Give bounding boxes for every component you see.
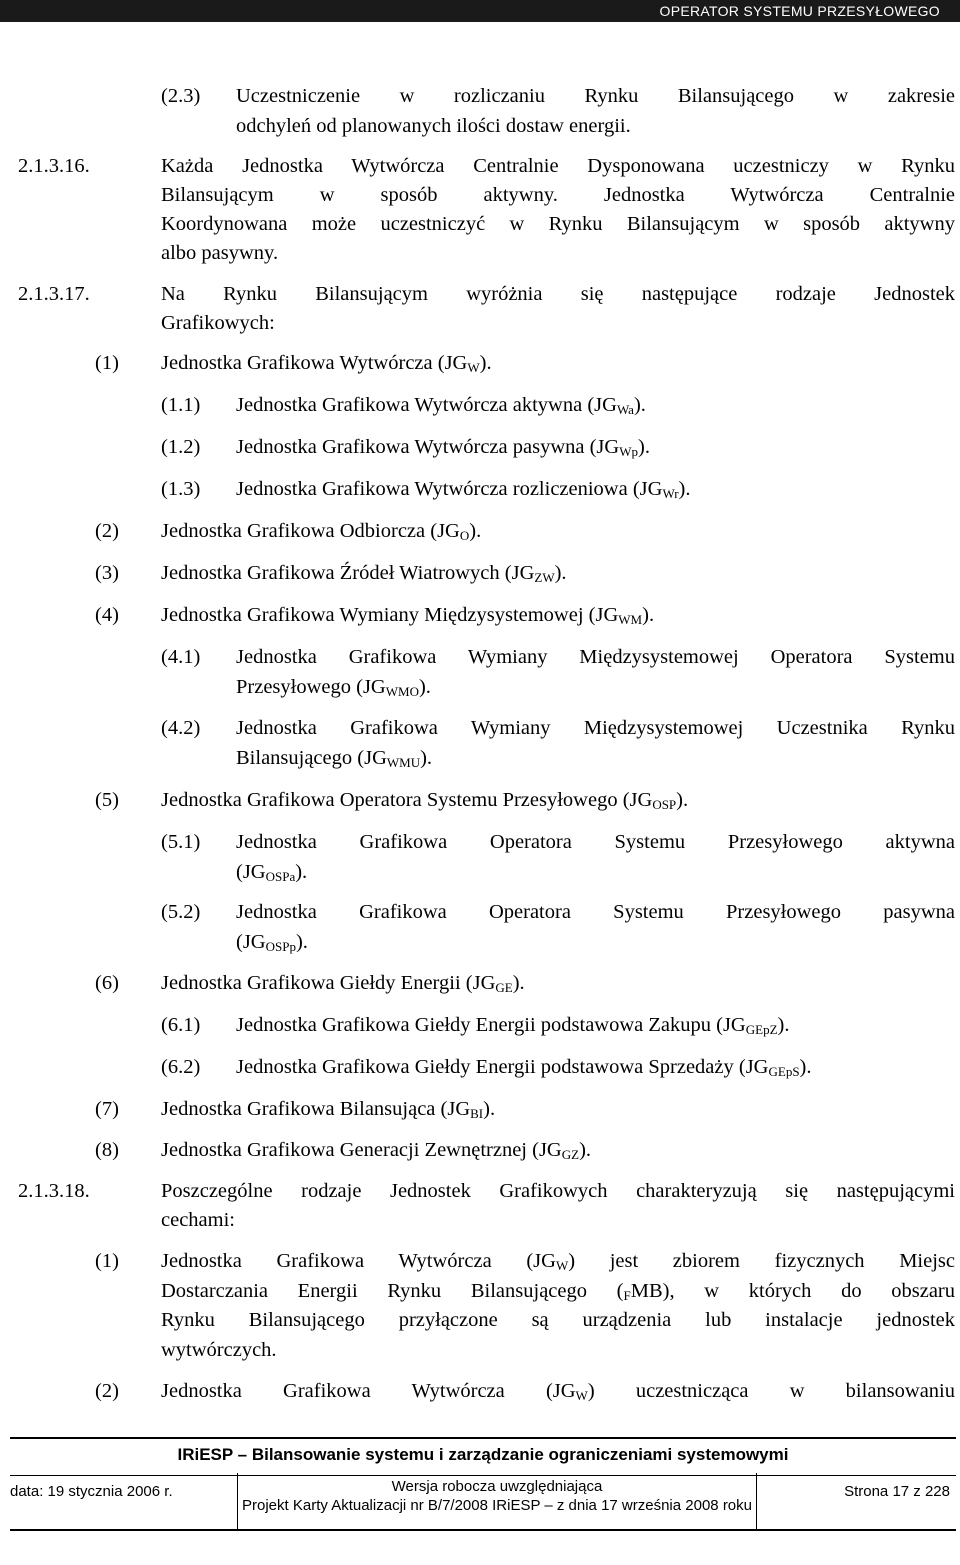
list-item-line: wytwórczych. [161, 1339, 277, 1361]
list-item: Jednostka Grafikowa Wytwórcza pasywna $(JG_{Wp})$. [236, 436, 650, 459]
list-item-line: Jednostka Grafikowa Wytwórcza $(JG_W)$ jest zbiorem fizycznych Miejsc [161, 1250, 955, 1273]
page-footer [10, 1437, 956, 1531]
list-item: Jednostka Grafikowa Odbiorcza $(JG_O)$. [161, 520, 482, 543]
list-item-line: $(JG_{OSPa})$. [236, 861, 308, 884]
paragraph-line: odchyleń od planowanych ilości dostaw energii. [236, 115, 631, 137]
header-title: OPERATOR SYSTEMU PRZESYŁOWEGO [659, 3, 940, 19]
footer-version [237, 1473, 757, 1529]
section-number: 2.1.3.16. [18, 155, 90, 177]
list-item: Jednostka Grafikowa Giełdy Energii podstawowa Sprzedaży $(JG_{GEpS})$. [236, 1056, 812, 1079]
paragraph-line: Każda Jednostka Wytwórcza Centralnie Dysponowana uczestniczy w Rynku [161, 155, 955, 177]
list-item: Jednostka Grafikowa Wytwórcza rozliczeniowa $(JG_{Wr})$. [236, 478, 691, 501]
list-item: Jednostka Grafikowa Operatora Systemu Przesyłowego $(JG_{OSP})$. [161, 789, 689, 812]
paragraph-line: Poszczególne rodzaje Jednostek Grafikowych charakteryzują się następującymi [161, 1180, 955, 1202]
footer-date: data: 19 stycznia 2006 r. [10, 1483, 173, 1500]
item-number: (2.3) [161, 85, 201, 107]
footer-version-line: Wersja robocza uwzględniająca [391, 1478, 603, 1495]
page-header-bar [0, 0, 960, 22]
list-item-line: Rynku Bilansującego przyłączone są urządzenia lub instalacje jednostek [161, 1309, 955, 1331]
footer-version-line: Projekt Karty Aktualizacji nr B/7/2008 IRiESP – z dnia 17 września 2008 roku [242, 1497, 752, 1514]
footer-title: IRiESP – Bilansowanie systemu i zarządzanie ograniczeniami systemowymi [10, 1445, 956, 1476]
list-item: Jednostka Grafikowa Giełdy Energii podstawowa Zakupu $(JG_{GEpZ})$. [236, 1014, 790, 1037]
list-item-line: Jednostka Grafikowa Operatora Systemu Przesyłowego pasywna [236, 901, 955, 923]
list-item: Jednostka Grafikowa Giełdy Energii $(JG_{GE})$. [161, 972, 525, 995]
paragraph-line: Na Rynku Bilansującym wyróżnia się następujące rodzaje Jednostek [161, 283, 955, 305]
paragraph-line: Bilansującym w sposób aktywny. Jednostka Wytwórcza Centralnie [161, 184, 955, 206]
item-number: (5) [95, 789, 119, 811]
list-item: Jednostka Grafikowa Generacji Zewnętrznej $(JG_{GZ})$. [161, 1139, 592, 1162]
item-number: (1) [95, 1250, 119, 1272]
list-item-line: Jednostka Grafikowa Wymiany Międzysystemowej Operatora Systemu [236, 646, 955, 668]
paragraph-line: Grafikowych: [161, 312, 275, 334]
list-item-line: Jednostka Grafikowa Wytwórcza $(JG_W)$ uczestnicząca w bilansowaniu [161, 1380, 955, 1403]
item-number: (6.1) [161, 1014, 201, 1036]
list-item-line: Przesyłowego $(JG_{WMO})$. [236, 676, 431, 699]
item-number: (6) [95, 972, 119, 994]
item-number: (4.2) [161, 717, 201, 739]
paragraph-line: cechami: [161, 1209, 235, 1231]
footer-page-number: Strona 17 z 228 [844, 1483, 950, 1500]
list-item: Jednostka Grafikowa Wytwórcza aktywna $(JG_{Wa})$. [236, 394, 646, 417]
paragraph-line: albo pasywny. [161, 242, 279, 264]
section-number: 2.1.3.17. [18, 283, 90, 305]
paragraph-line: Uczestniczenie w rozliczaniu Rynku Bilansującego w zakresie [236, 85, 955, 107]
item-number: (2) [95, 1380, 119, 1402]
item-number: (4) [95, 604, 119, 626]
item-number: (4.1) [161, 646, 201, 668]
list-item-line: Jednostka Grafikowa Wymiany Międzysystemowej Uczestnika Rynku [236, 717, 955, 739]
list-item: Jednostka Grafikowa Wymiany Międzysystemowej $(JG_{WM})$. [161, 604, 655, 627]
item-number: (2) [95, 520, 119, 542]
list-item: Jednostka Grafikowa Bilansująca $(JG_{BI})$. [161, 1098, 496, 1121]
item-number: (1.2) [161, 436, 201, 458]
list-item-line: Jednostka Grafikowa Operatora Systemu Przesyłowego aktywna [236, 831, 955, 853]
item-number: (1.1) [161, 394, 201, 416]
item-number: (7) [95, 1098, 119, 1120]
item-number: (8) [95, 1139, 119, 1161]
list-item: Jednostka Grafikowa Wytwórcza $(JG_W)$. [161, 352, 492, 375]
item-number: (5.2) [161, 901, 201, 923]
section-number: 2.1.3.18. [18, 1180, 90, 1202]
item-number: (5.1) [161, 831, 201, 853]
item-number: (3) [95, 562, 119, 584]
item-number: (6.2) [161, 1056, 201, 1078]
paragraph-line: Koordynowana może uczestniczyć w Rynku Bilansującym w sposób aktywny [161, 213, 955, 235]
list-item-line: Bilansującego $(JG_{WMU})$. [236, 747, 433, 770]
item-number: (1.3) [161, 478, 201, 500]
list-item-line: $(JG_{OSPp})$. [236, 931, 308, 954]
list-item-line: Dostarczania Energii Rynku Bilansującego $(_FMB)$, w których do obszaru [161, 1280, 956, 1303]
item-number: (1) [95, 352, 119, 374]
list-item: Jednostka Grafikowa Źródeł Wiatrowych $(JG_{ZW})$. [161, 562, 567, 585]
